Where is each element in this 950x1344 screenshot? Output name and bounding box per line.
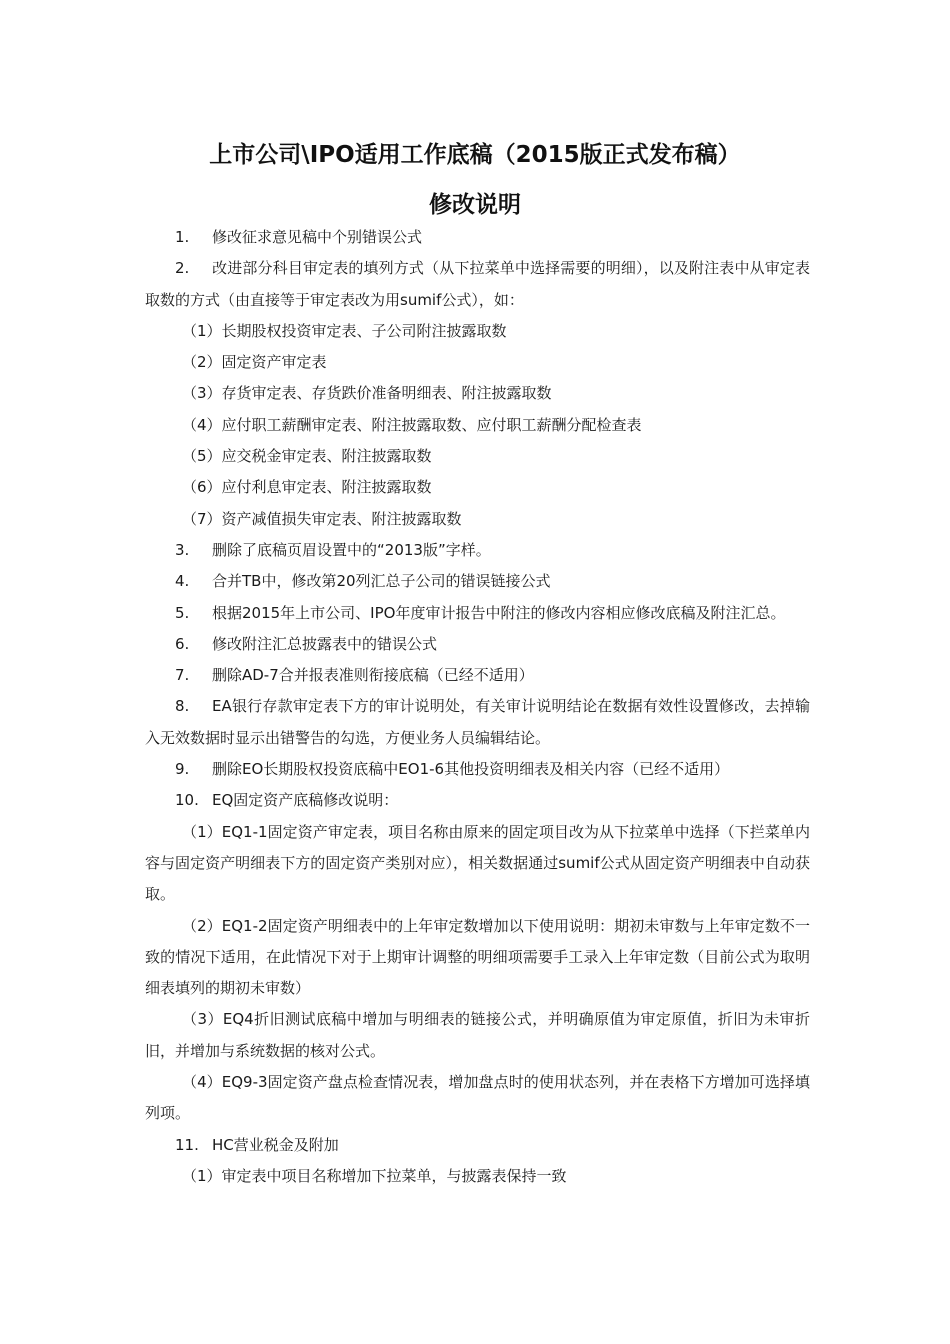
item-text: EQ固定资产底稿修改说明：: [212, 791, 399, 810]
numbered-item: [145, 754, 810, 785]
document-title: 上市公司\IPO适用工作底稿（2015版正式发布稿）: [209, 142, 741, 168]
item-text: 合并TB中，修改第20列汇总子公司的错误链接公式: [212, 572, 551, 591]
item-text: 修改附注汇总披露表中的错误公式: [212, 634, 438, 653]
item-text: 修改征求意见稿中个别错误公式: [212, 228, 423, 246]
item-number: 2.: [175, 259, 190, 278]
sub-item: （1）审定表中项目名称增加下拉菜单，与披露表保持一致: [182, 1166, 567, 1185]
document-subtitle: 修改说明: [429, 192, 521, 218]
item-number: 6.: [175, 634, 190, 653]
numbered-item: [145, 1130, 810, 1161]
sub-item: （2）固定资产审定表: [182, 353, 327, 372]
sub-item: （4）应付职工薪酬审定表、附注披露取数、应付职工薪酬分配检查表: [182, 415, 642, 434]
item-text: 删除了底稿页眉设置中的“2013版”字样。: [212, 540, 491, 559]
sub-item: （3）存货审定表、存货跌价准备明细表、附注披露取数: [182, 384, 552, 403]
sub-item: （1）长期股权投资审定表、子公司附注披露取数: [182, 321, 507, 340]
item-number: 3.: [175, 540, 190, 559]
item-text: 根据2015年上市公司、IPO年度审计报告中附注的修改内容相应修改底稿及附注汇总。: [212, 603, 786, 622]
sub-item: （5）应交税金审定表、附注披露取数: [182, 447, 432, 466]
item-number: 5.: [175, 603, 190, 622]
item-number: 11.: [175, 1135, 199, 1154]
item-number: 4.: [175, 572, 190, 591]
item-number: 10.: [175, 791, 199, 810]
item-text: HC营业税金及附加: [212, 1135, 339, 1154]
numbered-item: [145, 222, 810, 253]
sub-item-paragraph: （1）EQ1-1固定资产审定表，项目名称由原来的固定项目改为从下拉菜单中选择（下拦菜单内容与固定资产明细表下方的固定资产类别对应），相关数据通过sumif公式从固定资产明细表中自动获取。: [145, 822, 810, 904]
numbered-item: [145, 535, 810, 566]
item-text: EA银行存款审定表下方的审计说明处，有关审计说明结论在数据有效性设置修改，去掉输入无效数据时显示出错警告的勾选，方便业务人员编辑结论。: [145, 697, 810, 747]
item-number: 7.: [175, 666, 190, 685]
sub-item: （6）应付利息审定表、附注披露取数: [182, 478, 432, 497]
numbered-item: [145, 785, 810, 816]
item-number: 9.: [175, 760, 190, 779]
item-number: 8.: [175, 697, 190, 716]
sub-item-paragraph: （2）EQ1-2固定资产明细表中的上年审定数增加以下使用说明：期初未审数与上年审定数不一致的情况下适用，在此情况下对于上期审计调整的明细项需要手工录入上年审定数（目前公式为取明细表填列的期初未审数）: [145, 916, 810, 998]
item-text: 改进部分科目审定表的填列方式（从下拉菜单中选择需要的明细），以及附注表中从审定表取数的方式（由直接等于审定表改为用sumif公式），如：: [145, 259, 810, 309]
document-body: [145, 222, 810, 1192]
sub-item-paragraph: （4）EQ9-3固定资产盘点检查情况表，增加盘点时的使用状态列，并在表格下方增加可选择填列项。: [145, 1073, 810, 1123]
sub-item-paragraph: （3）EQ4折旧测试底稿中增加与明细表的链接公式，并明确原值为审定原值，折旧为未审折旧，并增加与系统数据的核对公式。: [145, 1010, 810, 1060]
item-number: 1.: [175, 228, 190, 246]
numbered-item: [145, 691, 810, 754]
numbered-item: [145, 629, 810, 660]
numbered-item: [145, 253, 810, 316]
sub-item: （7）资产减值损失审定表、附注披露取数: [182, 509, 462, 528]
numbered-item: [145, 598, 810, 629]
numbered-item: [145, 566, 810, 597]
item-text: 删除AD-7合并报表准则衔接底稿（已经不适用）: [212, 666, 534, 685]
item-text: 删除EO长期股权投资底稿中EO1-6其他投资明细表及相关内容（已经不适用）: [212, 760, 730, 779]
numbered-item: [145, 660, 810, 691]
